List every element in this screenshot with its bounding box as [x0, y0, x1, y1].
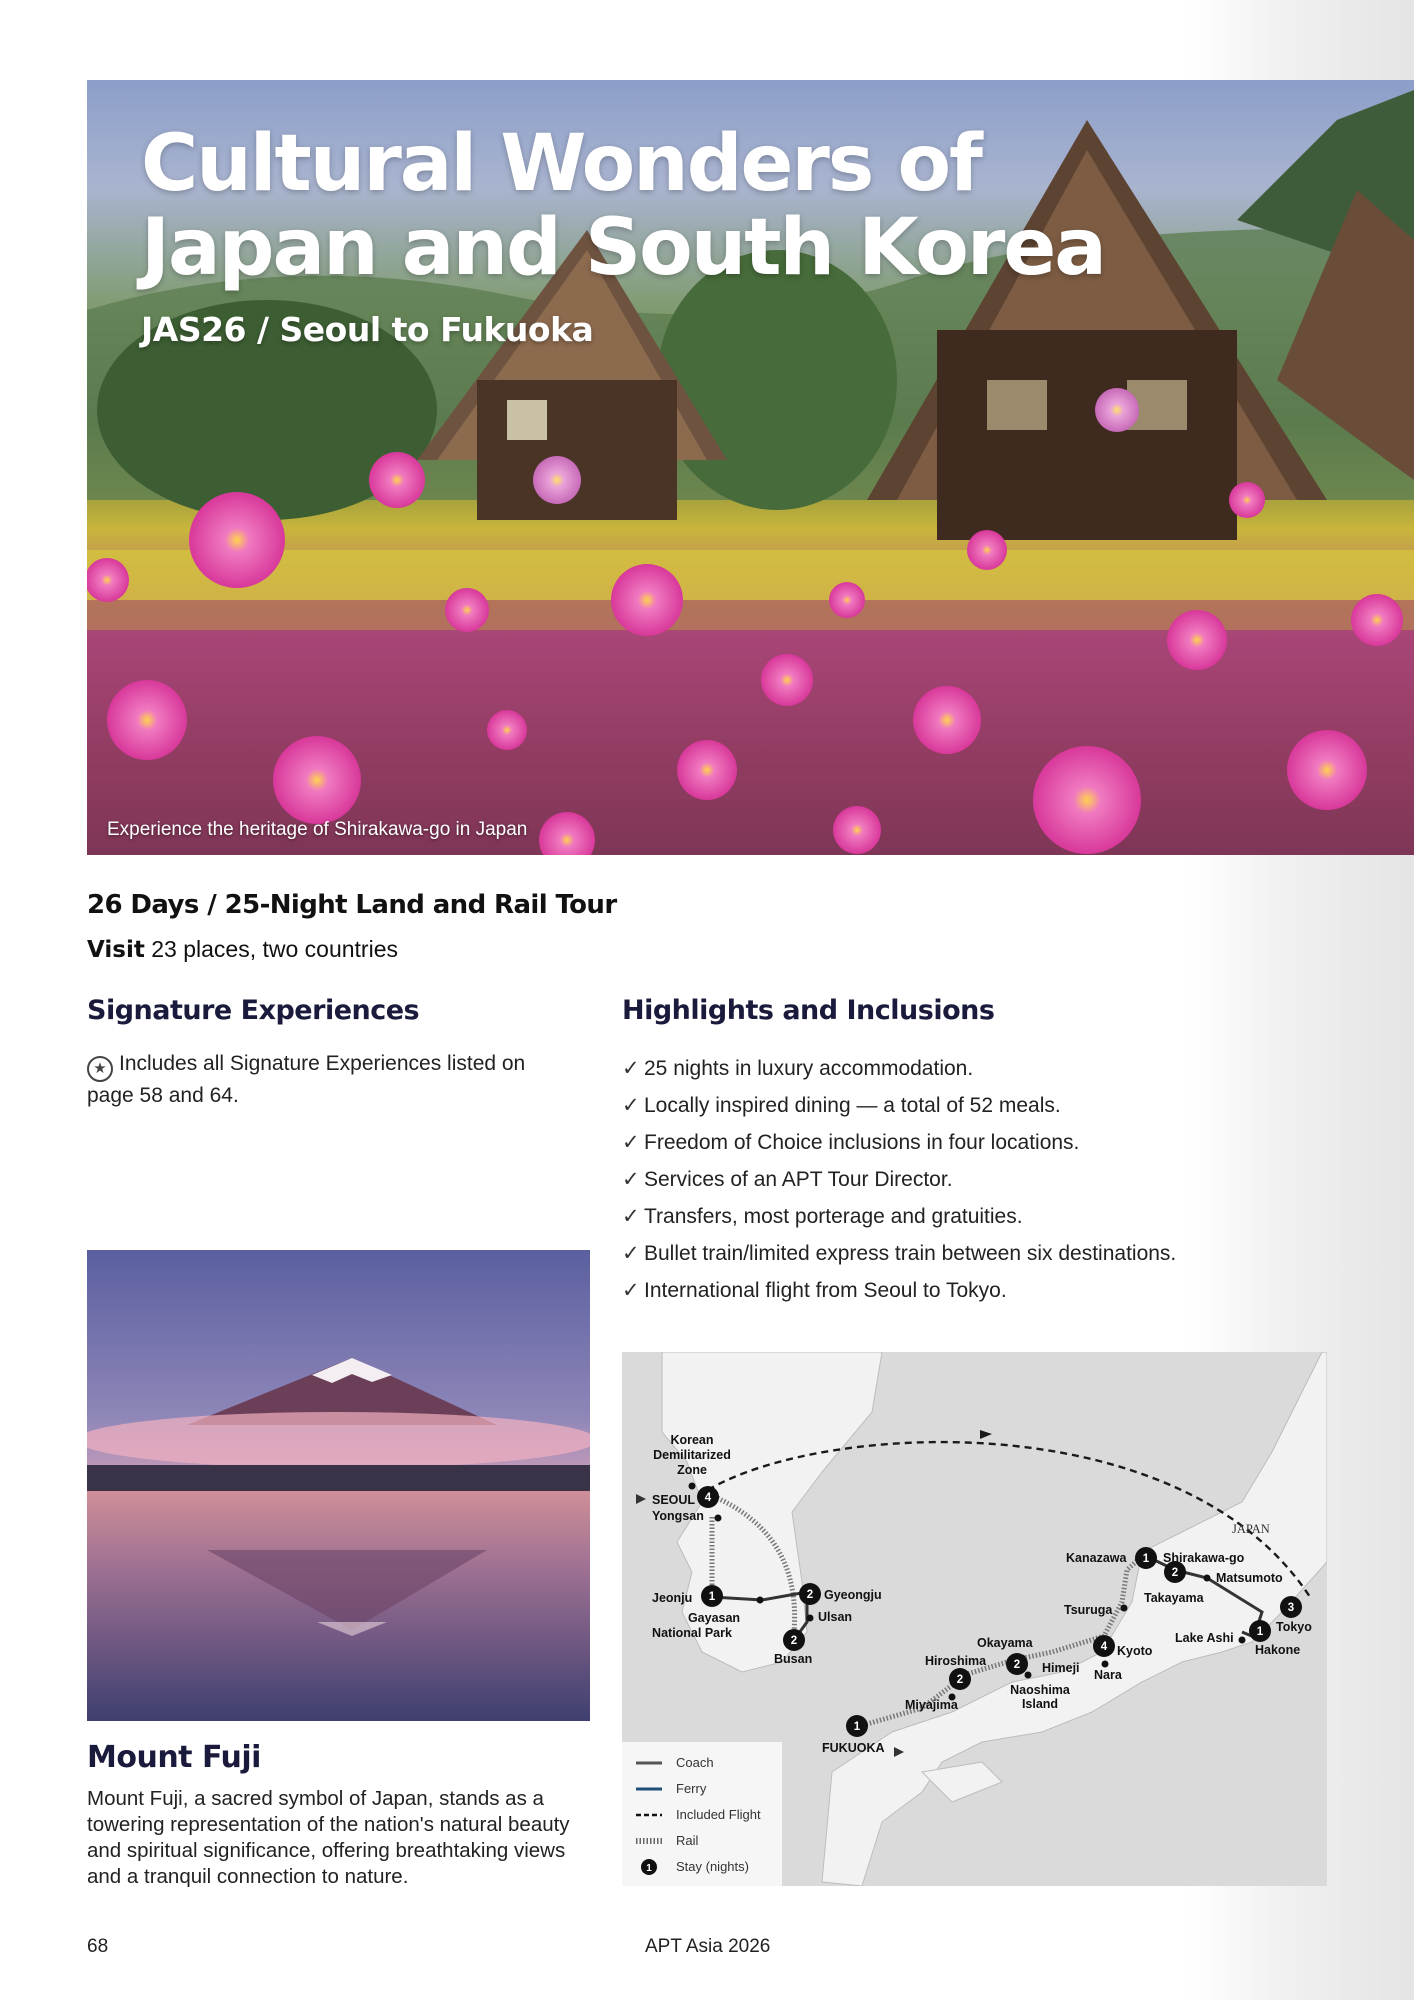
- list-item-text: Freedom of Choice inclusions in four locations.: [644, 1131, 1080, 1154]
- svg-text:Busan: Busan: [774, 1652, 813, 1666]
- svg-text:1: 1: [1256, 1626, 1264, 1638]
- visit-label: Visit: [87, 937, 145, 963]
- page-number: 68: [87, 1936, 109, 1957]
- svg-text:3: 3: [1287, 1602, 1295, 1614]
- svg-text:4: 4: [1100, 1641, 1108, 1653]
- signature-text-block: [87, 1050, 527, 1109]
- svg-text:Ferry: Ferry: [676, 1781, 707, 1796]
- svg-text:KoreanDemilitarizedZone: Korean Demilitarized Zone: [653, 1433, 731, 1477]
- checkmark-icon: ✓: [622, 1057, 640, 1080]
- list-item: [622, 1235, 1176, 1272]
- tour-code-route: JAS26 / Seoul to Fukuoka: [141, 310, 594, 349]
- svg-text:FUKUOKA: FUKUOKA: [822, 1741, 885, 1755]
- star-icon: ★: [87, 1056, 113, 1082]
- route-map-svg: [622, 1352, 1327, 1886]
- visit-summary: [87, 936, 398, 963]
- svg-text:Lake Ashi: Lake Ashi: [1175, 1631, 1234, 1645]
- checkmark-icon: ✓: [622, 1279, 640, 1302]
- list-item-text: 25 nights in luxury accommodation.: [644, 1057, 974, 1080]
- country-label: JAPAN: [1232, 1522, 1270, 1536]
- svg-text:Included Flight: Included Flight: [676, 1807, 761, 1822]
- highlights-heading: Highlights and Inclusions: [622, 995, 995, 1026]
- footer-brand: APT Asia 2026: [645, 1936, 771, 1957]
- hero-caption: Experience the heritage of Shirakawa-go in Japan: [107, 819, 528, 840]
- svg-text:Takayama: Takayama: [1144, 1591, 1204, 1605]
- svg-text:1: 1: [646, 1863, 652, 1874]
- svg-text:Ulsan: Ulsan: [818, 1610, 853, 1624]
- svg-text:Coach: Coach: [676, 1755, 714, 1770]
- checkmark-icon: ✓: [622, 1168, 640, 1191]
- map-legend: [622, 1742, 782, 1886]
- svg-text:Tsuruga: Tsuruga: [1064, 1603, 1113, 1617]
- svg-text:Tokyo: Tokyo: [1276, 1620, 1312, 1634]
- svg-text:2: 2: [956, 1674, 964, 1686]
- list-item: [622, 1198, 1176, 1235]
- checkmark-icon: ✓: [622, 1242, 640, 1265]
- list-item: [622, 1050, 1176, 1087]
- page-title: Cultural Wonders of Japan and South Korea: [141, 119, 1105, 293]
- list-item: [622, 1087, 1176, 1124]
- tour-duration: 26 Days / 25-Night Land and Rail Tour: [87, 890, 617, 920]
- gayasan-label: Gayasan National Park: [652, 1611, 741, 1640]
- feature-title: Mount Fuji: [87, 1740, 261, 1775]
- route-map: [622, 1352, 1327, 1886]
- list-item-text: International flight from Seoul to Tokyo.: [644, 1279, 1007, 1302]
- svg-text:Matsumoto: Matsumoto: [1216, 1571, 1283, 1585]
- list-item-text: Transfers, most porterage and gratuities.: [644, 1205, 1023, 1228]
- mount-fuji-photo: [87, 1250, 590, 1721]
- svg-text:2: 2: [806, 1589, 814, 1601]
- svg-text:Kyoto: Kyoto: [1117, 1644, 1153, 1658]
- svg-text:1: 1: [853, 1721, 861, 1733]
- svg-text:1: 1: [708, 1591, 716, 1603]
- svg-text:SEOUL: SEOUL: [652, 1493, 696, 1507]
- svg-text:Rail: Rail: [676, 1833, 699, 1848]
- checkmark-icon: ✓: [622, 1205, 640, 1228]
- svg-text:Gyeongju: Gyeongju: [824, 1588, 882, 1602]
- svg-text:Yongsan: Yongsan: [652, 1509, 704, 1523]
- svg-text:1: 1: [1142, 1553, 1150, 1565]
- checkmark-icon: ✓: [622, 1131, 640, 1154]
- list-item-text: Services of an APT Tour Director.: [644, 1168, 953, 1191]
- svg-text:4: 4: [704, 1492, 712, 1504]
- svg-text:Himeji: Himeji: [1042, 1661, 1080, 1675]
- svg-text:NaoshimaIsland: Naoshima Island: [1010, 1683, 1070, 1711]
- list-item-text: Locally inspired dining — a total of 52 meals.: [644, 1094, 1061, 1117]
- svg-text:Kanazawa: Kanazawa: [1066, 1551, 1127, 1565]
- svg-text:Jeonju: Jeonju: [652, 1591, 693, 1605]
- svg-text:Miyajima: Miyajima: [905, 1698, 958, 1712]
- signature-text: Includes all Signature Experiences listed on page 58 and 64.: [87, 1052, 526, 1107]
- list-item: [622, 1161, 1176, 1198]
- svg-text:Hakone: Hakone: [1255, 1643, 1301, 1657]
- list-item: [622, 1272, 1176, 1309]
- svg-text:Okayama: Okayama: [977, 1636, 1033, 1650]
- list-item: [622, 1124, 1176, 1161]
- svg-text:Nara: Nara: [1094, 1668, 1122, 1682]
- mount-fuji-illustration: [87, 1250, 590, 1721]
- highlights-list: [622, 1050, 1176, 1309]
- list-item-text: Bullet train/limited express train between six destinations.: [644, 1242, 1177, 1265]
- hero-image: [87, 80, 1414, 855]
- svg-text:2: 2: [1013, 1659, 1021, 1671]
- svg-text:Shirakawa-go: Shirakawa-go: [1163, 1551, 1245, 1565]
- visit-text: 23 places, two countries: [151, 936, 398, 962]
- feature-description: Mount Fuji, a sacred symbol of Japan, stands as a towering representation of the nation's natural beauty and spiritual significance, offering breathtaking views and a tranquil connection to nature.: [87, 1787, 570, 1888]
- svg-text:2: 2: [790, 1635, 798, 1647]
- svg-text:Stay (nights): Stay (nights): [676, 1859, 749, 1874]
- svg-text:Hiroshima: Hiroshima: [925, 1654, 987, 1668]
- signature-heading: Signature Experiences: [87, 995, 420, 1026]
- checkmark-icon: ✓: [622, 1094, 640, 1117]
- svg-text:2: 2: [1171, 1567, 1179, 1579]
